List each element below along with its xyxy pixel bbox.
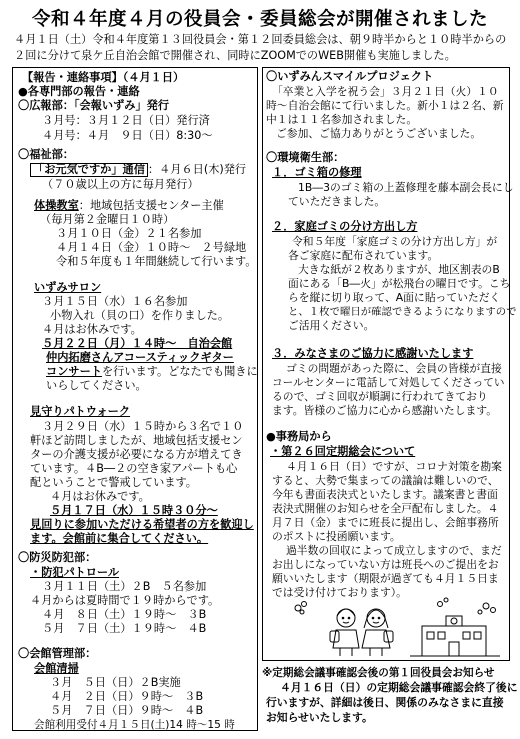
env1-line: 1B―3のゴミ箱の上蓋修理を藤本副会長にし <box>298 181 514 194</box>
bouhan-dept: 〇防災防犯部： <box>18 551 97 564</box>
smile-line: 「卒業と入学を祝う会」３月２１日（火）１０ <box>272 85 499 98</box>
salon-line: ５月２２日（月）１４時～ 自治会館 <box>42 337 233 350</box>
intro-paragraph <box>14 32 512 63</box>
genki-rest: ：４月６日(木)発行 <box>147 163 247 176</box>
smile-line: 時～自治会館にて行いました。新小１は２名、新 <box>266 99 504 112</box>
genki-note: （７０歳以上の方に毎月発行） <box>42 178 199 191</box>
office-line: すると、大勢で集まっての議論は難しいので、 <box>272 474 499 487</box>
salon-line: ３月１５日（水）１６名参加 <box>42 295 188 308</box>
office-line: 過半数の回収によって成立しますので、まだ <box>286 544 502 557</box>
smile-line: ご参加、ご協力ありがとうございました。 <box>276 127 482 140</box>
dept-header: ●各専門部の報告・連絡 <box>18 85 140 98</box>
kaikan-line: ４月 ２日（日）９時～ ３B <box>50 690 204 703</box>
env2-line: と、１枚で曜日が確認できるようになりますので <box>288 306 517 318</box>
bouhan-sub: ・防犯パトロール <box>30 566 120 579</box>
genki-line <box>30 163 246 177</box>
school-building-icon <box>410 616 500 656</box>
intro-line: ４月１日（土）令和４年度第１３回役員会・第１２回委員総会は、朝９時半からと１０時半からの <box>14 33 507 46</box>
kaikan-line: 会館利用受付４月１５日(土)14 時～15 時 <box>34 719 235 731</box>
bouhan-line: ４月 ８日（土）１９時～ ３B <box>42 608 207 621</box>
office-line: ４月１６日（日）ですが、コロナ対策を勘案 <box>286 460 502 473</box>
pr-dept <box>18 99 169 113</box>
env3-line: ます。皆様のご協力に心から感謝いたします。 <box>272 404 498 417</box>
notice-line: ４月１６日（日）の定期総会議事確認会終了後に <box>280 681 518 694</box>
office-title: ・第２６回定期総会について <box>270 445 416 458</box>
salon-line: 小物入れ（貝の口）を作りました。 <box>50 309 230 322</box>
env2-line: 大きな紙が２枚ありますが、地区割表のB <box>298 263 500 276</box>
office-header: ●事務局から <box>266 430 332 443</box>
env3-line: ゴミの問題があった際に、会員の皆様が直接 <box>286 362 502 375</box>
office-line: 月７日（金）までに班長に提出し、会館事務所 <box>272 516 499 529</box>
patrol-line: ４月はお休みです。 <box>50 490 150 503</box>
intro-line: ２回に分けて泉ケ丘自治会館で開催され、同時にZOOMでのWEB開催も実施しました。 <box>14 48 456 62</box>
env3-line: コールセンターに電話して対処してくださってい <box>272 377 505 389</box>
kaikan-sub: 会館清掃 <box>34 662 79 675</box>
patrol-line: ます。会館前に集合してください。 <box>30 532 209 545</box>
env1-line: ていただきました。 <box>288 195 386 208</box>
taiso-line: ４月１４日（金）１０時～ ２号緑地 <box>56 241 247 254</box>
salon-concert-rest: を行います。どなたでも聞きに <box>101 365 258 378</box>
patrol-line: 配ということで警戒しています。 <box>30 476 197 489</box>
school-children-illustration <box>290 596 502 660</box>
notice-line: 行いますが、詳細は後日、関係のみなさまに直接 <box>266 696 504 709</box>
env3-line: るので、ゴミ回収が順調に行われてきており <box>272 390 488 403</box>
office-line: お出しになっていない方は班長へのご提出をお <box>272 558 499 571</box>
env2-line: ご活用ください。 <box>288 319 375 332</box>
genki-box: 「お元気ですか」通信 <box>30 163 148 177</box>
env2-line: 面にある「B―火」が松飛台の曜日です。こち <box>288 277 511 290</box>
patrol-line: 見回りに参加いただける希望者の方を歓迎し <box>30 518 254 531</box>
env-dept: 〇環境衛生部： <box>266 151 345 164</box>
patrol-line: ています。４B―２の空き家アパートも心 <box>30 462 238 475</box>
pr-line: ４月号：４月 ９日（日）8:30～ <box>42 129 213 142</box>
pr-line: ３月号：３月１２日（日）発行済 <box>42 114 210 127</box>
notice-line: お知らせいたします。 <box>266 711 373 724</box>
notice-title: ※定期総会議事確認会後の第１回役員会お知らせ <box>262 667 495 679</box>
salon-line: いらしてください。 <box>46 379 147 392</box>
child-figure-icon <box>362 609 393 656</box>
office-line: 今年も書面表決式といたします。議案書と書面 <box>272 488 498 501</box>
patrol-line: ターの介護支援が必要になる方が増えてき <box>30 448 243 461</box>
patrol-line: 軒ほど訪問しましたが、地域包括支援セン <box>30 434 243 447</box>
bouhan-line: ３月１１日（土）２B ５名参加 <box>42 580 207 593</box>
taiso-line <box>34 199 224 213</box>
patrol-line: ３月２９日（水）１５時から３名で１０ <box>42 420 244 433</box>
env2-line: らを縦に切り取って、A面に貼っていただく <box>288 291 501 304</box>
report-header: 【報告・連絡事項】（４月１日） <box>22 71 185 84</box>
kaikan-line: ５月 ７日（日）９時～ ４B <box>50 704 204 717</box>
env3-title: ３．みなさまのご協力に感謝いたします <box>272 347 474 360</box>
taiso-line: （毎月第２金曜日１０時） <box>40 213 175 226</box>
bouhan-line: ５月 ７日（土）１９時～ ４B <box>42 622 207 635</box>
kaikan-dept: 〇会館管理部： <box>18 647 97 660</box>
env2-line: 令和５年度「家庭ゴミの分け方出し方」が <box>292 235 498 248</box>
taiso-line: ３月１０日（金）２１名参加 <box>56 227 202 240</box>
salon-concert: コンサート <box>46 365 102 378</box>
env2-title: ２．家庭ゴミの分け方出し方 <box>272 220 418 233</box>
env2-line: 各ご家庭に配布されています。 <box>288 249 439 262</box>
patrol-title: 見守りパトウォーク <box>30 405 131 418</box>
kaikan-line: ３月 ５日（日）２B実施 <box>50 676 181 689</box>
office-line: のポストに投函願います。 <box>272 530 401 543</box>
salon-line <box>46 365 258 379</box>
cherry-blossom-icon <box>295 598 496 614</box>
welfare-dept: 〇福祉部： <box>18 148 74 161</box>
office-line: では受け付けております）。 <box>272 586 407 599</box>
salon-line: ４月はお休みです。 <box>42 323 142 336</box>
smile-title: 〇いずみんスマイルプロジェクト <box>266 70 434 83</box>
patrol-line: ５月１７日（水）１５時３０分～ <box>50 504 218 517</box>
taiso-line: 令和５年度も１年間継続して行います。 <box>56 255 257 268</box>
salon-line: 仲内拓磨さんアコースティックギター <box>46 351 234 364</box>
child-figure-icon <box>330 609 359 656</box>
bouhan-line: ４月からは夏時間で１９時からです。 <box>30 594 220 607</box>
smile-line: 中１は１１名参加されました。 <box>266 113 418 126</box>
taiso-rest: ：地域包括支援センター主催 <box>78 199 224 212</box>
page-title: 令和４年度４月の役員会・委員総会が開催されました <box>31 9 488 30</box>
taiso-title: 体操教室 <box>34 199 79 212</box>
env1-title: １．ゴミ箱の修理 <box>272 166 362 179</box>
office-line: 表決式開催のお知らせを全戸配布しました。４ <box>272 502 499 515</box>
office-line: 願いいたします（期限が過ぎても４月１５日ま <box>272 572 499 585</box>
pr-dept-label: 〇広報部：「会報いずみ」発行 <box>18 99 170 112</box>
salon-title: いずみサロン <box>34 281 102 294</box>
